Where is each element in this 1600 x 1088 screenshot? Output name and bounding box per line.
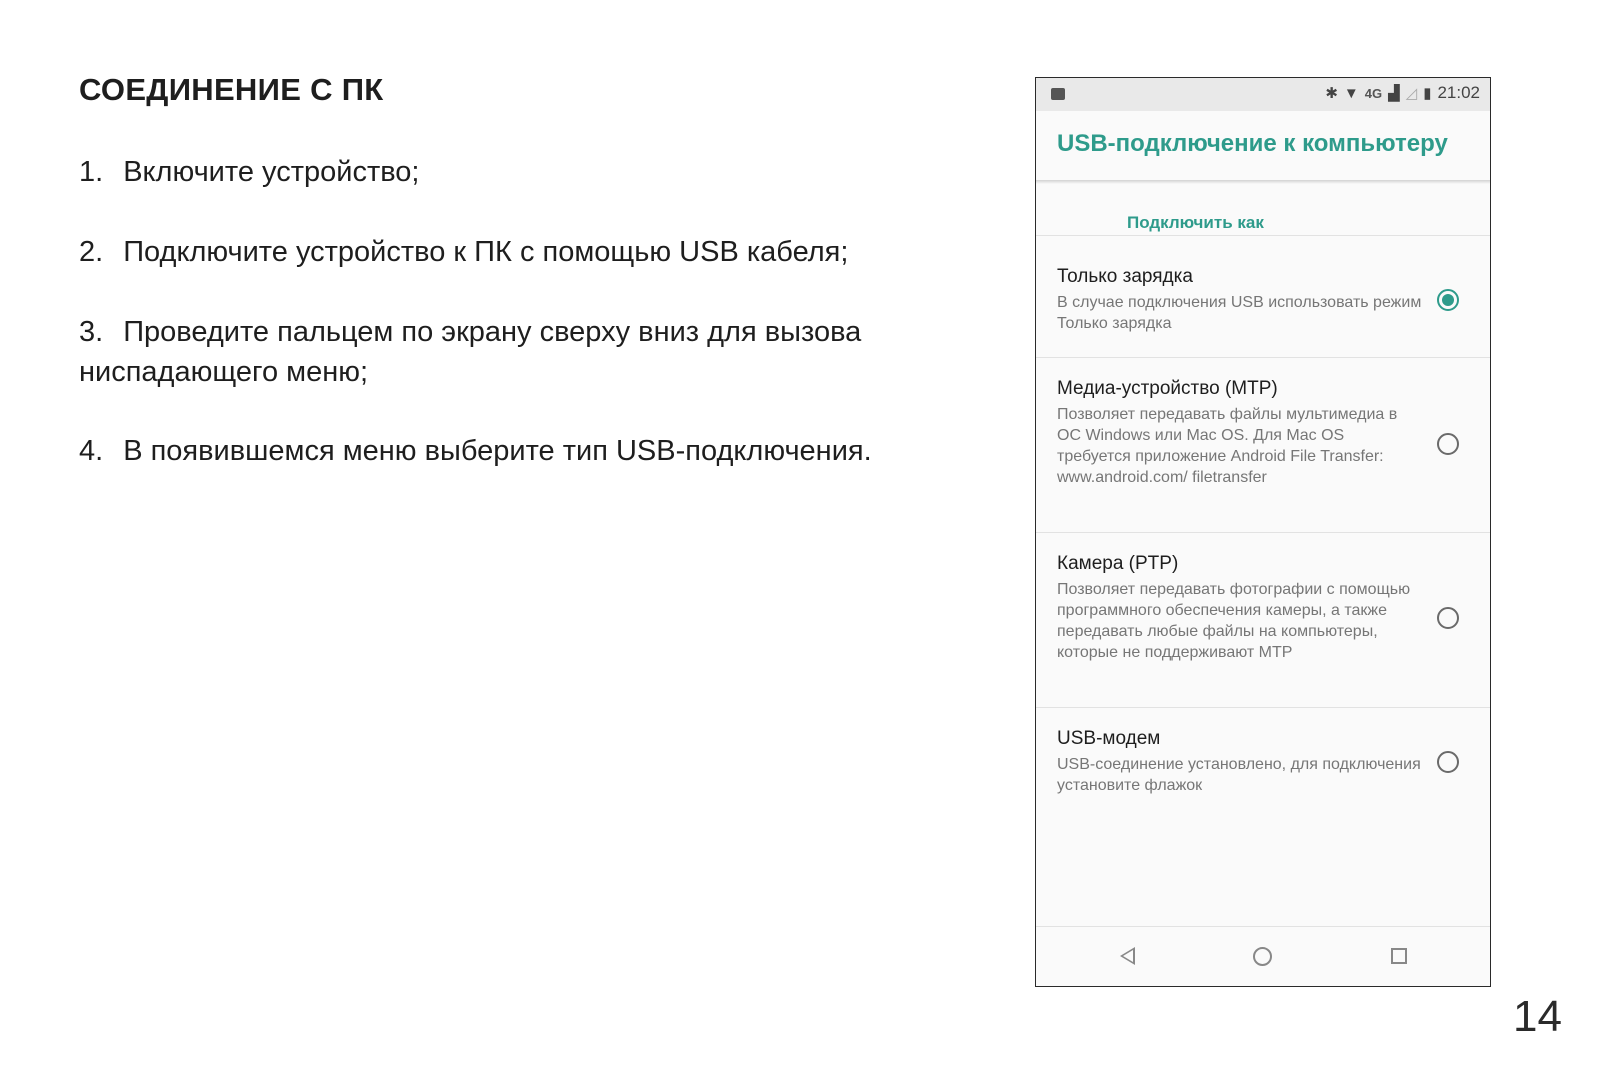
phone-screenshot	[1035, 77, 1491, 987]
step-number: 4.	[79, 435, 104, 467]
signal-empty-icon: ◿	[1405, 85, 1418, 102]
instruction-step	[79, 232, 939, 272]
option-description: Позволяет передавать фотографии с помощью программного обеспечения камеры, а также передавать любые файлы на компьютеры, которые не поддерживают MTP	[1057, 581, 1411, 661]
status-icons	[1325, 83, 1480, 103]
option-usb-modem[interactable]	[1036, 708, 1490, 818]
title-divider	[1036, 180, 1490, 184]
status-time: 21:02	[1437, 83, 1480, 102]
option-description: USB-соединение установлено, для подключения установите флажок	[1057, 756, 1421, 794]
step-number: 1.	[79, 156, 104, 188]
battery-charging-icon: ▮	[1423, 85, 1432, 102]
option-charge-only[interactable]	[1036, 236, 1490, 357]
page-number: 14	[1513, 992, 1562, 1041]
page-title: СОЕДИНЕНИЕ С ПК	[79, 72, 384, 107]
option-title: USB-модем	[1057, 728, 1161, 749]
step-text: Включите устройство;	[123, 156, 420, 188]
step-text: Подключите устройство к ПК с помощью USB кабеля;	[123, 236, 849, 268]
navigation-bar	[1036, 926, 1490, 986]
signal-icon: ▟	[1388, 85, 1400, 102]
radio-unselected[interactable]	[1437, 607, 1459, 629]
step-number: 3.	[79, 316, 104, 348]
bluetooth-icon: ✱	[1325, 85, 1338, 102]
instruction-step	[79, 431, 939, 471]
radio-selected[interactable]	[1437, 289, 1459, 311]
step-text: Проведите пальцем по экрану сверху вниз для вызова ниспадающего меню;	[79, 316, 862, 388]
step-number: 2.	[79, 236, 104, 268]
instruction-step	[79, 312, 939, 392]
status-bar	[1036, 78, 1490, 111]
instruction-step	[79, 152, 939, 192]
option-mtp[interactable]	[1036, 358, 1490, 532]
option-ptp[interactable]	[1036, 533, 1490, 707]
back-icon[interactable]	[1120, 947, 1135, 965]
option-description: Позволяет передавать файлы мультимедиа в ОС Windows или Mac OS. Для Mac OS требуется приложение Android File Transfer: www.android.com/ filetransfer	[1057, 406, 1398, 486]
radio-unselected[interactable]	[1437, 751, 1459, 773]
option-title: Медиа-устройство (MTP)	[1057, 378, 1278, 399]
dialog-title: USB-подключение к компьютеру	[1057, 130, 1448, 157]
radio-unselected[interactable]	[1437, 433, 1459, 455]
network-type: 4G	[1364, 85, 1383, 101]
section-label: Подключить как	[1127, 213, 1264, 232]
step-text: В появившемся меню выберите тип USB-подключения.	[123, 435, 872, 467]
wifi-icon: ▼	[1343, 84, 1359, 102]
recents-icon[interactable]	[1391, 948, 1407, 964]
home-icon[interactable]	[1253, 947, 1272, 966]
option-description: В случае подключения USB использовать режим Только зарядка	[1057, 294, 1422, 332]
option-title: Камера (PTP)	[1057, 553, 1179, 574]
picture-icon	[1051, 88, 1065, 100]
option-title: Только зарядка	[1057, 266, 1193, 287]
